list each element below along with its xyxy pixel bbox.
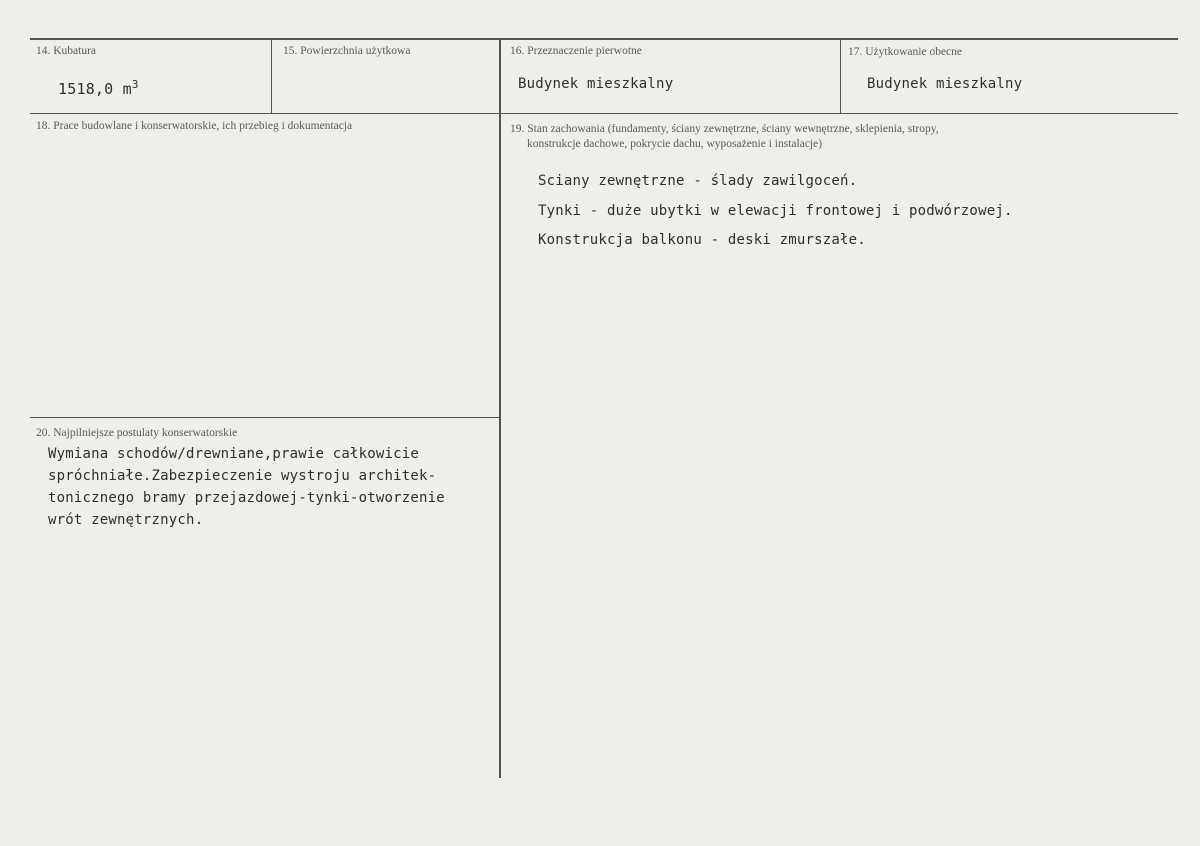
field-19-label-line-2: konstrukcje dachowe, pokrycie dachu, wyposażenie i instalacje) [527,138,823,150]
field-20-line-3: tonicznego bramy przejazdowej-tynki-otworzenie [48,490,445,506]
field-15-label: 15. Powierzchnia użytkowa [283,45,411,57]
field-17-label: 17. Użytkowanie obecne [848,46,963,58]
field-14-number: 1518,0 m [58,80,132,98]
field-19-line-1: Sciany zewnętrzne - ślady zawilgoceń. [538,173,858,189]
field-20-line-4: wrót zewnętrznych. [48,512,204,528]
field-19-label-line-1: 19. Stan zachowania (fundamenty, ściany zewnętrzne, ściany wewnętrzne, sklepienia, stropy, [510,123,939,135]
field-14-exponent: 3 [131,78,139,91]
field-14-label: 14. Kubatura [36,45,97,57]
field-19-line-3: Konstrukcja balkonu - deski zmurszałe. [538,232,866,248]
field-17-value: Budynek mieszkalny [867,76,1023,92]
field-16-label: 16. Przeznaczenie pierwotne [510,45,642,57]
divider-15 [271,38,272,114]
top-rule [30,38,1178,40]
divider-16 [499,38,501,778]
section-20-rule [30,417,500,418]
header-bottom-rule [30,113,1178,114]
field-20-label: 20. Najpilniejsze postulaty konserwatorskie [36,427,238,439]
field-14-value [58,78,139,98]
field-19-line-2: Tynki - duże ubytki w elewacji frontowej i podwórzowej. [538,203,1013,219]
field-16-value: Budynek mieszkalny [518,76,674,92]
field-20-line-1: Wymiana schodów/drewniane,prawie całkowicie [48,446,420,462]
field-18-label: 18. Prace budowlane i konserwatorskie, ich przebieg i dokumentacja [36,120,353,132]
field-20-line-2: spróchniałe.Zabezpieczenie wystroju architek- [48,468,437,484]
divider-17 [840,38,841,114]
